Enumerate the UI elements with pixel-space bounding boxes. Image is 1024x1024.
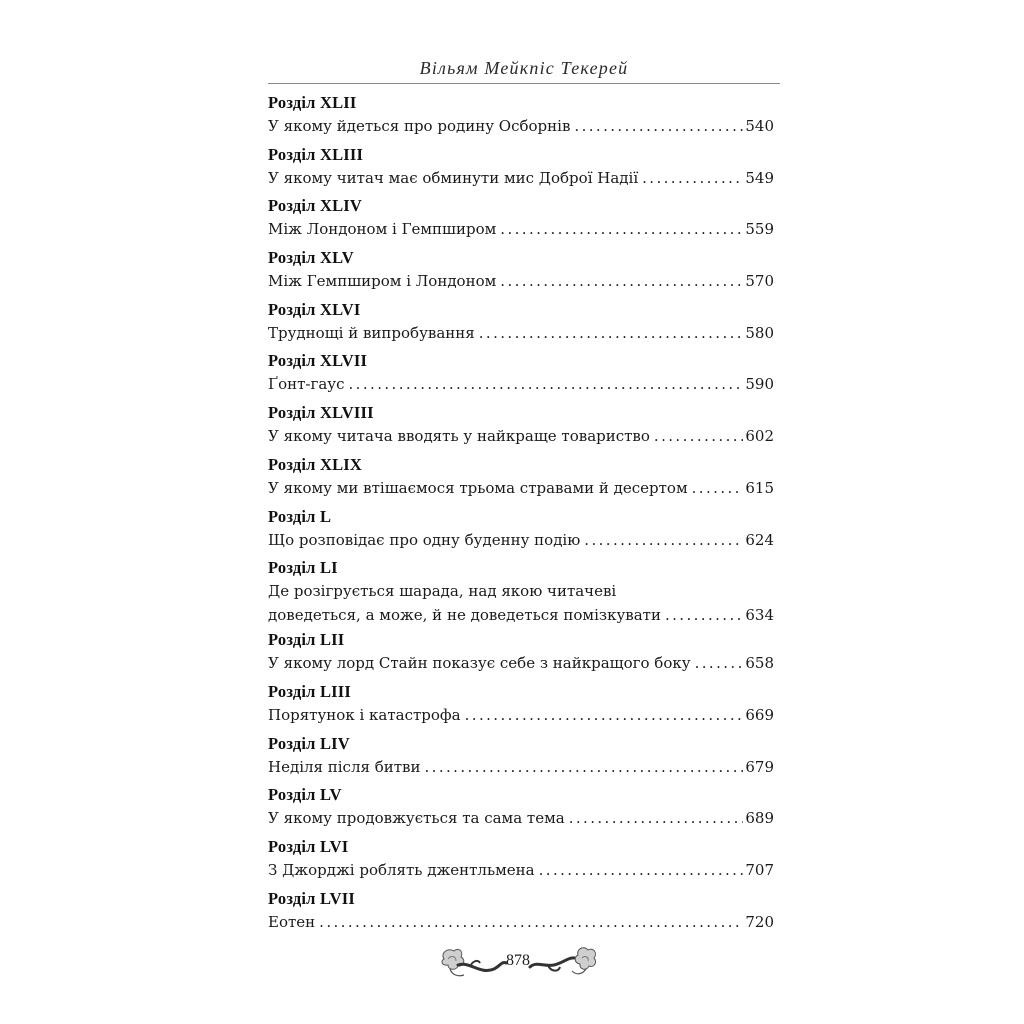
toc-entry — [268, 557, 774, 629]
chapter-title: Еотен — [268, 912, 316, 931]
chapter-heading: Розділ LIII — [268, 681, 352, 701]
page-ref: 679 — [745, 757, 774, 776]
page-ref: 624 — [745, 530, 774, 549]
page-ref: 669 — [745, 705, 774, 724]
toc-entry — [268, 247, 774, 299]
chapter-line — [268, 269, 774, 293]
page-footer — [436, 945, 600, 981]
dot-leader — [695, 651, 744, 675]
chapter-heading: Розділ XLII — [268, 93, 357, 112]
chapter-title: У якому лорд Стайн показує себе з найкращого боку — [268, 654, 691, 673]
page-ref: 707 — [745, 860, 774, 879]
chapter-line — [268, 603, 774, 627]
dot-leader — [500, 217, 743, 241]
chapter-line — [268, 114, 774, 138]
toc-entry — [268, 681, 774, 733]
page-ref: 570 — [745, 272, 774, 291]
page-ref: 559 — [745, 220, 774, 239]
dot-leader — [654, 424, 743, 448]
chapter-title: доведеться, а може, й не доведеться помізкувати — [268, 606, 661, 625]
chapter-title: Порятунок і катастрофа — [268, 705, 461, 724]
page-ref: 590 — [745, 375, 774, 394]
chapter-line — [268, 166, 774, 190]
page-ref: 615 — [745, 478, 774, 497]
page-number: 878 — [506, 952, 530, 969]
chapter-heading: Розділ XLIII — [268, 144, 364, 164]
dot-leader — [500, 269, 743, 293]
chapter-title: Неділя після битви — [268, 757, 421, 776]
dot-leader — [319, 910, 743, 934]
chapter-line — [268, 372, 774, 396]
toc-entry — [268, 784, 774, 836]
chapter-title: У якому читача вводять у найкраще товариство — [268, 427, 650, 446]
chapter-heading: Розділ XLVII — [268, 351, 368, 371]
toc-entry — [268, 144, 774, 196]
toc-entry — [268, 92, 774, 144]
chapter-heading: Розділ XLIX — [268, 454, 363, 474]
toc-entry — [268, 629, 774, 681]
chapter-title: З Джорджі роблять джентльмена — [268, 860, 535, 879]
page-ref: 689 — [745, 809, 774, 828]
chapter-line — [268, 476, 774, 500]
chapter-title: У якому ми втішаємося трьома стравами й десертом — [268, 478, 688, 497]
dot-leader — [479, 321, 744, 345]
chapter-title: Труднощі й випробування — [268, 323, 475, 342]
chapter-title: Ґонт-гаус — [268, 375, 345, 394]
chapter-heading: Розділ LVII — [268, 888, 356, 908]
chapter-title: У якому читач має обминути мис Доброї Надії — [268, 168, 639, 187]
toc-entry — [268, 836, 774, 888]
chapter-heading: Розділ XLIV — [268, 196, 363, 216]
page-ref: 634 — [745, 606, 774, 625]
chapter-line — [268, 424, 774, 448]
chapter-line — [268, 858, 774, 882]
chapter-heading: Розділ XLVIII — [268, 403, 374, 423]
dot-leader — [539, 858, 744, 882]
chapter-heading: Розділ LV — [268, 785, 342, 805]
page-ref: 549 — [745, 168, 774, 187]
toc-entry — [268, 888, 774, 940]
toc-entry — [268, 402, 774, 454]
toc-entry — [268, 733, 774, 785]
page-ref: 720 — [745, 912, 774, 931]
toc-entry — [268, 299, 774, 351]
dot-leader — [574, 114, 743, 138]
running-header: Вільям Мейкпіс Текерей — [419, 58, 629, 78]
chapter-line — [268, 910, 774, 934]
chapter-heading: Розділ LIV — [268, 733, 350, 753]
toc-entry — [268, 454, 774, 506]
chapter-heading: Розділ LI — [268, 558, 338, 578]
toc-entry — [268, 350, 774, 402]
chapter-title: Між Лондоном і Гемпширом — [268, 220, 497, 239]
chapter-line — [268, 321, 774, 345]
chapter-heading: Розділ L — [268, 506, 332, 526]
dot-leader — [349, 372, 744, 396]
chapter-heading: Розділ LII — [268, 630, 345, 650]
dot-leader — [569, 806, 744, 830]
chapter-title: У якому продовжується та сама тема — [268, 809, 565, 828]
chapter-title-line1: Де розігрується шарада, над якою читачеві — [268, 582, 617, 601]
page-ref: 540 — [745, 117, 774, 135]
chapter-heading: Розділ XLV — [268, 248, 354, 268]
chapter-heading: Розділ LVI — [268, 836, 349, 856]
dot-leader — [665, 603, 743, 627]
header-rule — [268, 83, 780, 84]
chapter-line — [268, 217, 774, 241]
dot-leader — [692, 476, 744, 500]
dot-leader — [642, 166, 743, 190]
dot-leader — [465, 703, 744, 727]
toc-entry — [268, 195, 774, 247]
chapter-line — [268, 703, 774, 727]
chapter-line — [268, 806, 774, 830]
chapter-title: Між Гемпширом і Лондоном — [268, 272, 497, 291]
chapter-line — [268, 755, 774, 779]
toc-entry — [268, 506, 774, 558]
page-ref: 658 — [745, 654, 774, 673]
chapter-title: Що розповідає про одну буденну подію — [268, 530, 581, 549]
dot-leader — [584, 528, 743, 552]
chapter-heading: Розділ XLVI — [268, 299, 361, 319]
chapter-title: У якому йдеться про родину Осборнів — [268, 117, 571, 135]
chapter-line — [268, 528, 774, 552]
dot-leader — [424, 755, 743, 779]
table-of-contents — [268, 92, 774, 939]
page-ref: 580 — [745, 323, 774, 342]
chapter-line — [268, 651, 774, 675]
page-ref: 602 — [745, 427, 774, 446]
